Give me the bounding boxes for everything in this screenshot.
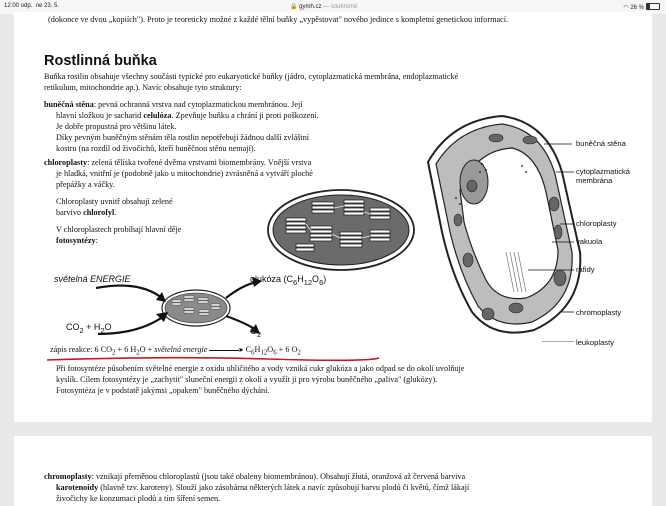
oxygen-label: $O_2$ xyxy=(250,326,262,339)
photosynthesis-text: Fotosyntéza je v podstatě jakýmsi „opakem" buněčného dýchání. xyxy=(56,386,270,395)
chloro-line: je hladká, vnitřní je (podobně jako u mitochondrie) zvrásněná a vytváří ploché xyxy=(56,169,313,178)
previous-text: (dokonce ve dvou „kopiích"). Proto je teoreticky možné z každé tělní buňky „vypěstovat" nového jedince s kompletní genetickou informací. xyxy=(48,15,509,24)
label-vacuole: vakuola xyxy=(576,237,603,246)
page-title: Rostlinná buňka xyxy=(44,53,157,69)
chloro-line: přepážky a váčky. xyxy=(56,180,115,189)
chloroplast-diagram xyxy=(266,188,416,272)
document-page-2 xyxy=(14,436,652,506)
wall-line: Díky pevným buněčným stěnám těla rostlin nepotřebují žádnou další zvláštní xyxy=(56,133,310,142)
battery-icon xyxy=(646,3,660,10)
glucose-label: glukóza $(C_6H_{12}O_6)$ xyxy=(250,274,327,287)
inputs-label: $CO_2 + H_2O$ xyxy=(66,322,112,335)
intro-line: Buňka rostlin obsahuje všechny součásti typické pro eukaryotické buňky (jádro, cytoplazmatická membrána, endoplazmatické xyxy=(44,72,459,81)
chloro-line: chloroplasty: zelená tělíska tvořené dvěma vrstvami biomembrány. Vnější vrstva xyxy=(44,158,312,167)
wall-line: kostru (na rozdíl od živočichů, kteří buněčnou stěnu nemají). xyxy=(56,144,256,153)
document-page xyxy=(14,12,652,422)
label-chloroplasts: chloroplasty xyxy=(576,219,617,228)
chloro-line: fotosyntézy: xyxy=(56,236,98,245)
status-time: 12:00 odp. ne 23. 5. xyxy=(4,3,60,9)
battery-indicator: ◠ 26 % xyxy=(623,3,660,11)
wall-line: hlavní složkou je sacharid celulóza. Zpevňuje buňku a chrání ji proti poškození. xyxy=(56,111,319,120)
chloro-line: Chloroplasty uvnitř obsahují zelené xyxy=(56,197,173,206)
label-leukoplasts: leukoplasty xyxy=(576,338,614,347)
photosynthesis-text: Při fotosyntéze působením světelné energie z oxidu uhličitého a vody vzniká cukr glukóza a jako odpad se do okolí uvolňuje xyxy=(56,364,465,373)
label-cytoplasmic-membrane: cytoplazmatická membrána xyxy=(576,167,631,185)
label-raphides: rafidy xyxy=(576,265,595,274)
wall-line: buněčná stěna: pevná ochranná vrstva nad cytoplazmatickou membránou. Její xyxy=(44,100,303,109)
chloro-line: V chloroplastech probíhají hlavní děje xyxy=(56,225,182,234)
address-bar[interactable]: 🔒 gymh.cz — soukromé xyxy=(290,4,358,10)
reaction-equation: zápis reakce: 6 $CO_2 + 6$ $H_2O$ + světelná energie ▸ $C_6H_{12}O_6 + 6$ $O_2$ xyxy=(50,345,301,357)
reaction-arrow xyxy=(209,350,239,351)
light-energy-label: světelná ENERGIE xyxy=(54,274,131,284)
chloro-line: barvivo chlorofyl. xyxy=(56,208,117,217)
chromoplast-line: chromoplasty: vznikají přeměnou chloroplastů (jsou také obaleny biomembránou). Obsahují žlutá, oranžová až červená barviva xyxy=(44,472,466,481)
photosynthesis-text: kyslík. Cílem fotosyntézy je „zachytit" sluneční energii z okolí a využít ji pro výrobu buněčného „paliva" (glukózy). xyxy=(56,375,438,384)
chromoplast-line: karotenoidy (hlavně tzv. karoteny). Slouží jako zásobárna některých látek a navíc způsobují barvu plodů či květů, čímž lákají xyxy=(56,483,470,492)
red-underline xyxy=(47,355,379,363)
label-cell-wall: buněčná stěna xyxy=(576,139,626,148)
wall-line: Je dobře propustná pro většinu látek. xyxy=(56,122,177,131)
intro-line: retikulum, mitochondrie ap.). Navíc obsahuje tyto struktury: xyxy=(44,83,242,92)
label-chromoplasts: chromoplasty xyxy=(576,308,622,317)
chromoplast-line: živočichy ke konzumaci plodů a tím šíření semen. xyxy=(56,494,221,503)
